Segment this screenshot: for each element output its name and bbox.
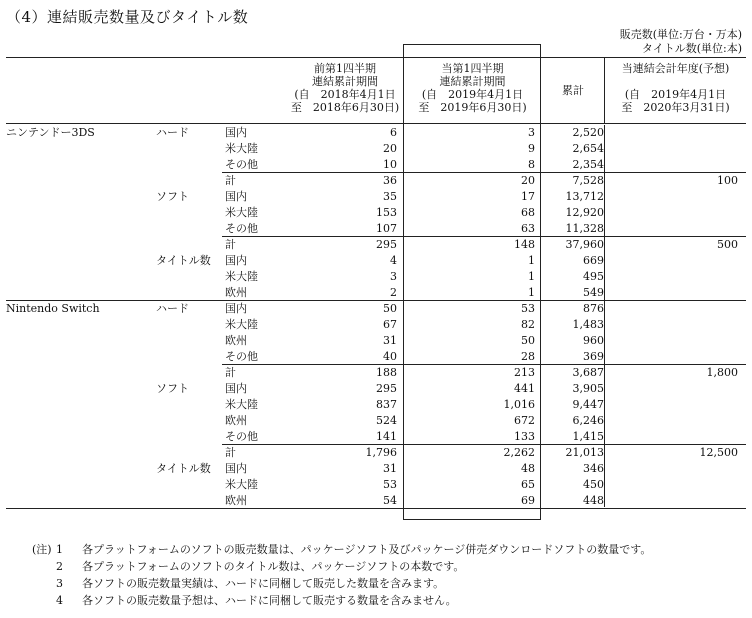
cumulative-cell: 21,013 bbox=[565, 446, 604, 459]
cur-period-cell: 48 bbox=[521, 462, 535, 475]
header-cur-period: 当第1四半期 連結累計期間 (自 2019年4月1日 至 2019年6月30日) bbox=[418, 62, 527, 114]
unit-titles: タイトル数(単位:本) bbox=[641, 42, 742, 55]
header-cumulative: 累計 bbox=[562, 84, 584, 97]
table-row bbox=[0, 157, 752, 173]
cumulative-cell: 3,905 bbox=[572, 382, 604, 395]
region-cell: 国内 bbox=[225, 382, 247, 395]
prev-period-cell: 6 bbox=[390, 126, 397, 139]
cumulative-cell: 6,246 bbox=[572, 414, 604, 427]
table-row bbox=[0, 461, 752, 477]
cur-period-cell: 50 bbox=[521, 334, 535, 347]
cumulative-cell: 2,654 bbox=[572, 142, 604, 155]
table-row bbox=[0, 333, 752, 349]
cumulative-cell: 960 bbox=[583, 334, 604, 347]
current-period-frame-top bbox=[403, 44, 541, 45]
table-row bbox=[0, 237, 752, 253]
forecast-cell: 500 bbox=[717, 238, 738, 251]
cur-period-cell: 28 bbox=[521, 350, 535, 363]
table-row bbox=[0, 125, 752, 141]
region-cell: 米大陸 bbox=[225, 206, 258, 219]
region-cell: 米大陸 bbox=[225, 398, 258, 411]
table-row bbox=[0, 317, 752, 333]
cumulative-cell: 1,483 bbox=[572, 318, 604, 331]
prev-period-cell: 54 bbox=[383, 494, 397, 507]
table-row bbox=[0, 285, 752, 301]
forecast-cell: 12,500 bbox=[699, 446, 738, 459]
total-row-rule bbox=[222, 172, 746, 173]
cur-period-cell: 20 bbox=[521, 174, 535, 187]
cur-period-cell: 9 bbox=[528, 142, 535, 155]
table-row bbox=[0, 365, 752, 381]
type-cell: ソフト bbox=[156, 382, 189, 395]
table-row bbox=[0, 429, 752, 445]
region-cell: 計 bbox=[225, 366, 236, 379]
header-top-rule bbox=[6, 57, 746, 58]
type-cell: タイトル数 bbox=[156, 254, 211, 267]
header-prev-period: 前第1四半期 連結累計期間 (自 2018年4月1日 至 2018年6月30日) bbox=[290, 62, 400, 114]
note-text: 各ソフトの販売数量予想は、ハードに同梱して販売する数量を含みません。 bbox=[82, 594, 457, 607]
prev-period-cell: 153 bbox=[376, 206, 397, 219]
region-cell: 米大陸 bbox=[225, 318, 258, 331]
table-row bbox=[0, 221, 752, 237]
region-cell: 欧州 bbox=[225, 286, 247, 299]
cur-period-cell: 53 bbox=[521, 302, 535, 315]
current-period-frame-bottom bbox=[403, 519, 541, 520]
prev-period-cell: 35 bbox=[383, 190, 397, 203]
table-row bbox=[0, 477, 752, 493]
platform-divider bbox=[6, 300, 746, 301]
type-cell: ハード bbox=[156, 126, 189, 139]
type-cell: タイトル数 bbox=[156, 462, 211, 475]
region-cell: その他 bbox=[225, 158, 258, 171]
region-cell: その他 bbox=[225, 222, 258, 235]
table-row bbox=[0, 397, 752, 413]
cur-period-cell: 1 bbox=[528, 270, 535, 283]
table-row bbox=[0, 269, 752, 285]
region-cell: 米大陸 bbox=[225, 270, 258, 283]
table-row bbox=[0, 173, 752, 189]
unit-sales: 販売数(単位:万台・万本) bbox=[619, 28, 742, 41]
platform-cell: ニンテンドー3DS bbox=[6, 126, 95, 139]
cumulative-cell: 369 bbox=[583, 350, 604, 363]
header-forecast: 当連結会計年度(予想) (自 2019年4月1日 至 2020年3月31日) bbox=[621, 62, 730, 114]
notes-label: (注) bbox=[32, 543, 52, 556]
prev-period-cell: 1,796 bbox=[365, 446, 397, 459]
type-cell: ハード bbox=[156, 302, 189, 315]
cumulative-cell: 11,328 bbox=[565, 222, 604, 235]
note-item bbox=[56, 558, 464, 574]
cur-period-cell: 8 bbox=[528, 158, 535, 171]
cur-period-cell: 82 bbox=[521, 318, 535, 331]
cur-period-cell: 17 bbox=[521, 190, 535, 203]
prev-period-cell: 50 bbox=[383, 302, 397, 315]
prev-period-cell: 188 bbox=[376, 366, 397, 379]
note-number: 3 bbox=[56, 577, 63, 590]
header-bottom-rule bbox=[6, 123, 746, 124]
prev-period-cell: 20 bbox=[383, 142, 397, 155]
cumulative-cell: 7,528 bbox=[572, 174, 604, 187]
cumulative-cell: 37,960 bbox=[565, 238, 604, 251]
table-row bbox=[0, 381, 752, 397]
cumulative-cell: 448 bbox=[583, 494, 604, 507]
forecast-cell: 100 bbox=[717, 174, 738, 187]
prev-period-cell: 295 bbox=[376, 382, 397, 395]
note-text: 各プラットフォームのソフトのタイトル数は、パッケージソフトの本数です。 bbox=[82, 560, 465, 573]
region-cell: 国内 bbox=[225, 462, 247, 475]
cur-period-cell: 672 bbox=[514, 414, 535, 427]
forecast-col-separator bbox=[604, 58, 605, 124]
region-cell: 欧州 bbox=[225, 414, 247, 427]
prev-period-cell: 53 bbox=[383, 478, 397, 491]
cumulative-cell: 346 bbox=[583, 462, 604, 475]
forecast-cell: 1,800 bbox=[706, 366, 738, 379]
region-cell: 米大陸 bbox=[225, 478, 258, 491]
cumulative-cell: 9,447 bbox=[572, 398, 604, 411]
note-item bbox=[56, 575, 444, 591]
cumulative-cell: 495 bbox=[583, 270, 604, 283]
platform-cell: Nintendo Switch bbox=[6, 302, 100, 315]
prev-period-cell: 141 bbox=[376, 430, 397, 443]
prev-period-cell: 837 bbox=[376, 398, 397, 411]
region-cell: その他 bbox=[225, 350, 258, 363]
cumulative-cell: 669 bbox=[583, 254, 604, 267]
cumulative-cell: 450 bbox=[583, 478, 604, 491]
prev-period-cell: 31 bbox=[383, 334, 397, 347]
cur-period-cell: 69 bbox=[521, 494, 535, 507]
table-row bbox=[0, 349, 752, 365]
table-row bbox=[0, 141, 752, 157]
total-row-rule bbox=[222, 236, 746, 237]
note-number: 4 bbox=[56, 594, 63, 607]
note-item bbox=[56, 541, 651, 557]
prev-period-cell: 36 bbox=[383, 174, 397, 187]
region-cell: 国内 bbox=[225, 190, 247, 203]
prev-period-cell: 107 bbox=[376, 222, 397, 235]
cur-period-cell: 1,016 bbox=[503, 398, 535, 411]
region-cell: 国内 bbox=[225, 254, 247, 267]
cur-period-cell: 441 bbox=[514, 382, 535, 395]
cur-period-cell: 65 bbox=[521, 478, 535, 491]
region-cell: 計 bbox=[225, 446, 236, 459]
cur-period-cell: 148 bbox=[514, 238, 535, 251]
type-cell: ソフト bbox=[156, 190, 189, 203]
table-row bbox=[0, 493, 752, 509]
prev-period-cell: 524 bbox=[376, 414, 397, 427]
prev-period-cell: 67 bbox=[383, 318, 397, 331]
cur-period-cell: 1 bbox=[528, 286, 535, 299]
table-row bbox=[0, 253, 752, 269]
table-row bbox=[0, 189, 752, 205]
cur-period-cell: 3 bbox=[528, 126, 535, 139]
page-title: （4）連結販売数量及びタイトル数 bbox=[6, 8, 249, 26]
region-cell: 米大陸 bbox=[225, 142, 258, 155]
region-cell: 国内 bbox=[225, 302, 247, 315]
prev-period-cell: 10 bbox=[383, 158, 397, 171]
note-item bbox=[56, 592, 457, 608]
prev-period-cell: 31 bbox=[383, 462, 397, 475]
table-row bbox=[0, 413, 752, 429]
region-cell: 欧州 bbox=[225, 494, 247, 507]
cur-period-cell: 68 bbox=[521, 206, 535, 219]
cumulative-cell: 2,520 bbox=[572, 126, 604, 139]
region-cell: その他 bbox=[225, 430, 258, 443]
table-row bbox=[0, 301, 752, 317]
region-cell: 欧州 bbox=[225, 334, 247, 347]
region-cell: 計 bbox=[225, 238, 236, 251]
cumulative-cell: 12,920 bbox=[565, 206, 604, 219]
cur-period-cell: 133 bbox=[514, 430, 535, 443]
total-row-rule bbox=[222, 444, 746, 445]
note-number: 1 bbox=[56, 543, 63, 556]
prev-period-cell: 295 bbox=[376, 238, 397, 251]
cur-period-cell: 213 bbox=[514, 366, 535, 379]
note-number: 2 bbox=[56, 560, 63, 573]
note-text: 各ソフトの販売数量実績は、ハードに同梱して販売した数量を含みます。 bbox=[82, 577, 445, 590]
region-cell: 国内 bbox=[225, 126, 247, 139]
table-row bbox=[0, 205, 752, 221]
cumulative-cell: 3,687 bbox=[572, 366, 604, 379]
prev-period-cell: 4 bbox=[390, 254, 397, 267]
region-cell: 計 bbox=[225, 174, 236, 187]
cur-period-cell: 1 bbox=[528, 254, 535, 267]
total-row-rule bbox=[222, 364, 746, 365]
table-row bbox=[0, 445, 752, 461]
cumulative-cell: 2,354 bbox=[572, 158, 604, 171]
note-text: 各プラットフォームのソフトの販売数量は、パッケージソフト及びパッケージ併売ダウンロードソフトの数量です。 bbox=[82, 543, 652, 556]
cumulative-cell: 1,415 bbox=[572, 430, 604, 443]
cumulative-cell: 549 bbox=[583, 286, 604, 299]
forecast-body-separator bbox=[604, 125, 605, 507]
prev-period-cell: 2 bbox=[390, 286, 397, 299]
cur-period-cell: 2,262 bbox=[503, 446, 535, 459]
cumulative-cell: 13,712 bbox=[565, 190, 604, 203]
prev-period-cell: 3 bbox=[390, 270, 397, 283]
cumulative-cell: 876 bbox=[583, 302, 604, 315]
cur-period-cell: 63 bbox=[521, 222, 535, 235]
prev-period-cell: 40 bbox=[383, 350, 397, 363]
